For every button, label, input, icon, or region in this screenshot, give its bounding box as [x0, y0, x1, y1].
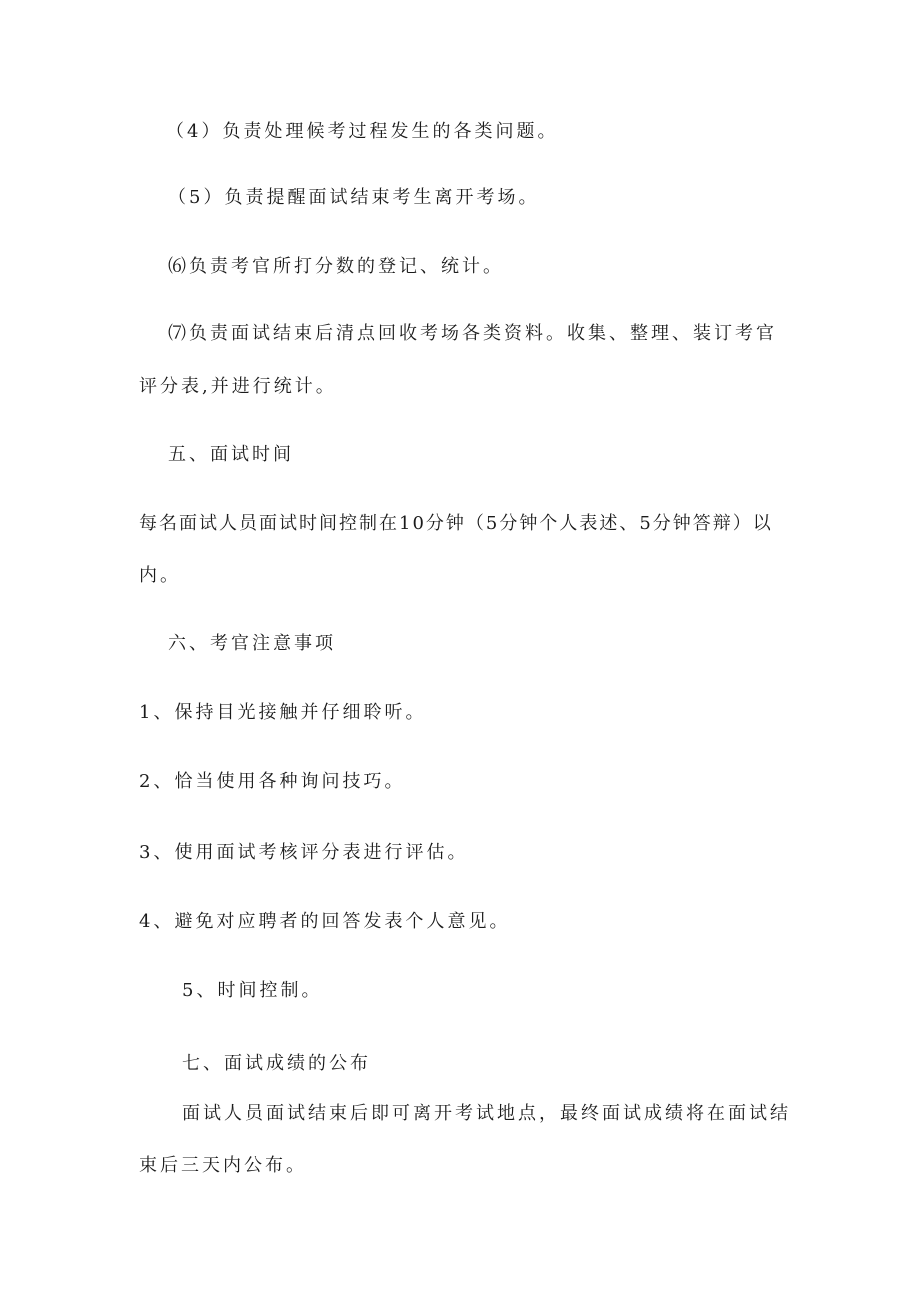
list-item-2: 2、恰当使用各种询问技巧。	[139, 771, 406, 792]
duty-item-5: （5）负责提醒面试结束考生离开考场。	[168, 187, 540, 208]
list-item-3: 3、使用面试考核评分表进行评估。	[139, 842, 469, 863]
section5-body-line1: 每名面试人员面试时间控制在10分钟（5分钟个人表述、5分钟答辩）以	[139, 513, 773, 534]
section6-heading: 六、考官注意事项	[168, 633, 336, 654]
list-item-5: 5、时间控制。	[182, 980, 323, 1001]
section7-body-line1: 面试人员面试结束后即可离开考试地点，最终面试成绩将在面试结	[182, 1103, 791, 1124]
list-item-1: 1、保持目光接触并仔细聆听。	[139, 702, 427, 723]
section7-body-line2: 束后三天内公布。	[139, 1155, 307, 1176]
duty-item-7-line1: ⑺负责面试结束后清点回收考场各类资料。收集、整理、装订考官	[168, 323, 777, 344]
duty-item-7-line2: 评分表,并进行统计。	[139, 376, 337, 397]
section5-heading: 五、面试时间	[168, 444, 294, 465]
duty-item-6: ⑹负责考官所打分数的登记、统计。	[168, 256, 504, 277]
duty-item-4: （4）负责处理候考过程发生的各类问题。	[166, 121, 559, 142]
list-item-4: 4、避免对应聘者的回答发表个人意见。	[139, 911, 511, 932]
section5-body-line2: 内。	[139, 565, 181, 586]
section7-heading: 七、面试成绩的公布	[182, 1053, 371, 1074]
